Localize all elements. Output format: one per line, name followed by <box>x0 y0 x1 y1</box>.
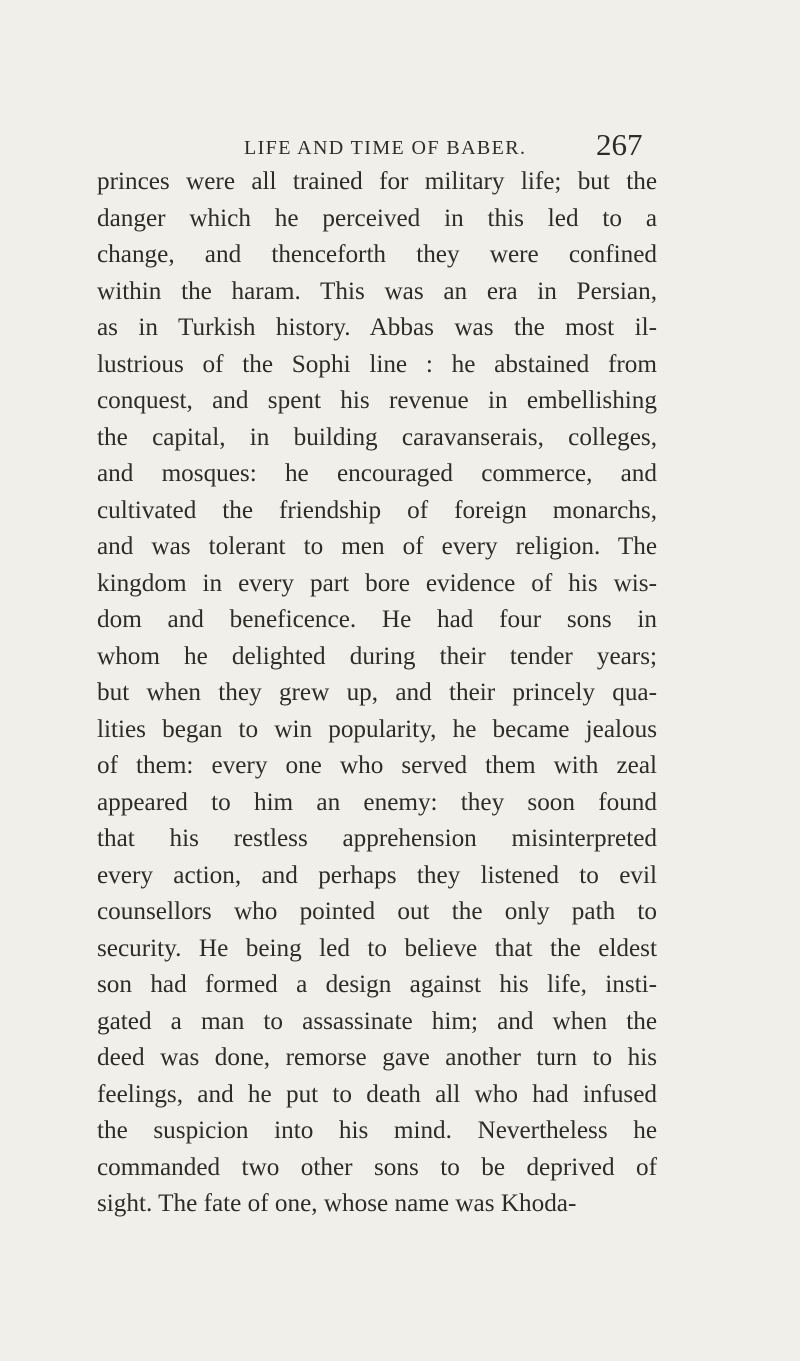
text-line: sight. The fate of one, whose name was Khoda- <box>97 1190 577 1217</box>
text-line: dom and beneficence. He had four sons in <box>97 606 657 633</box>
text-line: whom he delighted during their tender years; <box>97 642 657 670</box>
text-line: deed was done, remorse gave another turn to his <box>97 1044 657 1071</box>
text-line: counsellors who pointed out the only path to <box>97 898 657 925</box>
text-line: and was tolerant to men of every religion. The <box>97 533 657 560</box>
text-line: conquest, and spent his revenue in embellishing <box>97 387 657 414</box>
text-line: within the haram. This was an era in Persian, <box>97 277 657 305</box>
running-title: LIFE AND TIME OF BABER. <box>244 137 527 159</box>
text-line: kingdom in every part bore evidence of his wis- <box>97 569 657 597</box>
text-line: cultivated the friendship of foreign monarchs, <box>97 496 657 524</box>
text-line: the suspicion into his mind. Nevertheless he <box>97 1117 657 1144</box>
text-line: security. He being led to believe that the eldest <box>97 934 657 962</box>
text-line: son had formed a design against his life, insti- <box>97 971 657 998</box>
text-line: of them: every one who served them with zeal <box>97 752 657 779</box>
text-line: princes were all trained for military life; but the <box>97 168 657 195</box>
text-line: and mosques: he encouraged commerce, and <box>97 460 657 487</box>
text-line: commanded two other sons to be deprived of <box>97 1153 657 1181</box>
text-line: lustrious of the Sophi line : he abstained from <box>97 350 657 378</box>
text-line: change, and thenceforth they were confined <box>97 241 657 268</box>
text-line: lities began to win popularity, he became jealous <box>97 715 657 743</box>
text-line: feelings, and he put to death all who had infused <box>97 1080 657 1108</box>
text-line: that his restless apprehension misinterpreted <box>97 825 657 852</box>
text-line: the capital, in building caravanserais, colleges, <box>97 423 657 451</box>
text-line: every action, and perhaps they listened to evil <box>97 861 657 889</box>
text-line: appeared to him an enemy: they soon found <box>97 788 657 816</box>
text-line: danger which he perceived in this led to a <box>97 204 657 232</box>
text-line: but when they grew up, and their princely qua- <box>97 679 657 706</box>
body-paragraph <box>97 164 657 1223</box>
text-line: gated a man to assassinate him; and when the <box>97 1007 657 1035</box>
text-line: as in Turkish history. Abbas was the most il- <box>97 314 657 341</box>
page-number: 267 <box>596 127 643 162</box>
